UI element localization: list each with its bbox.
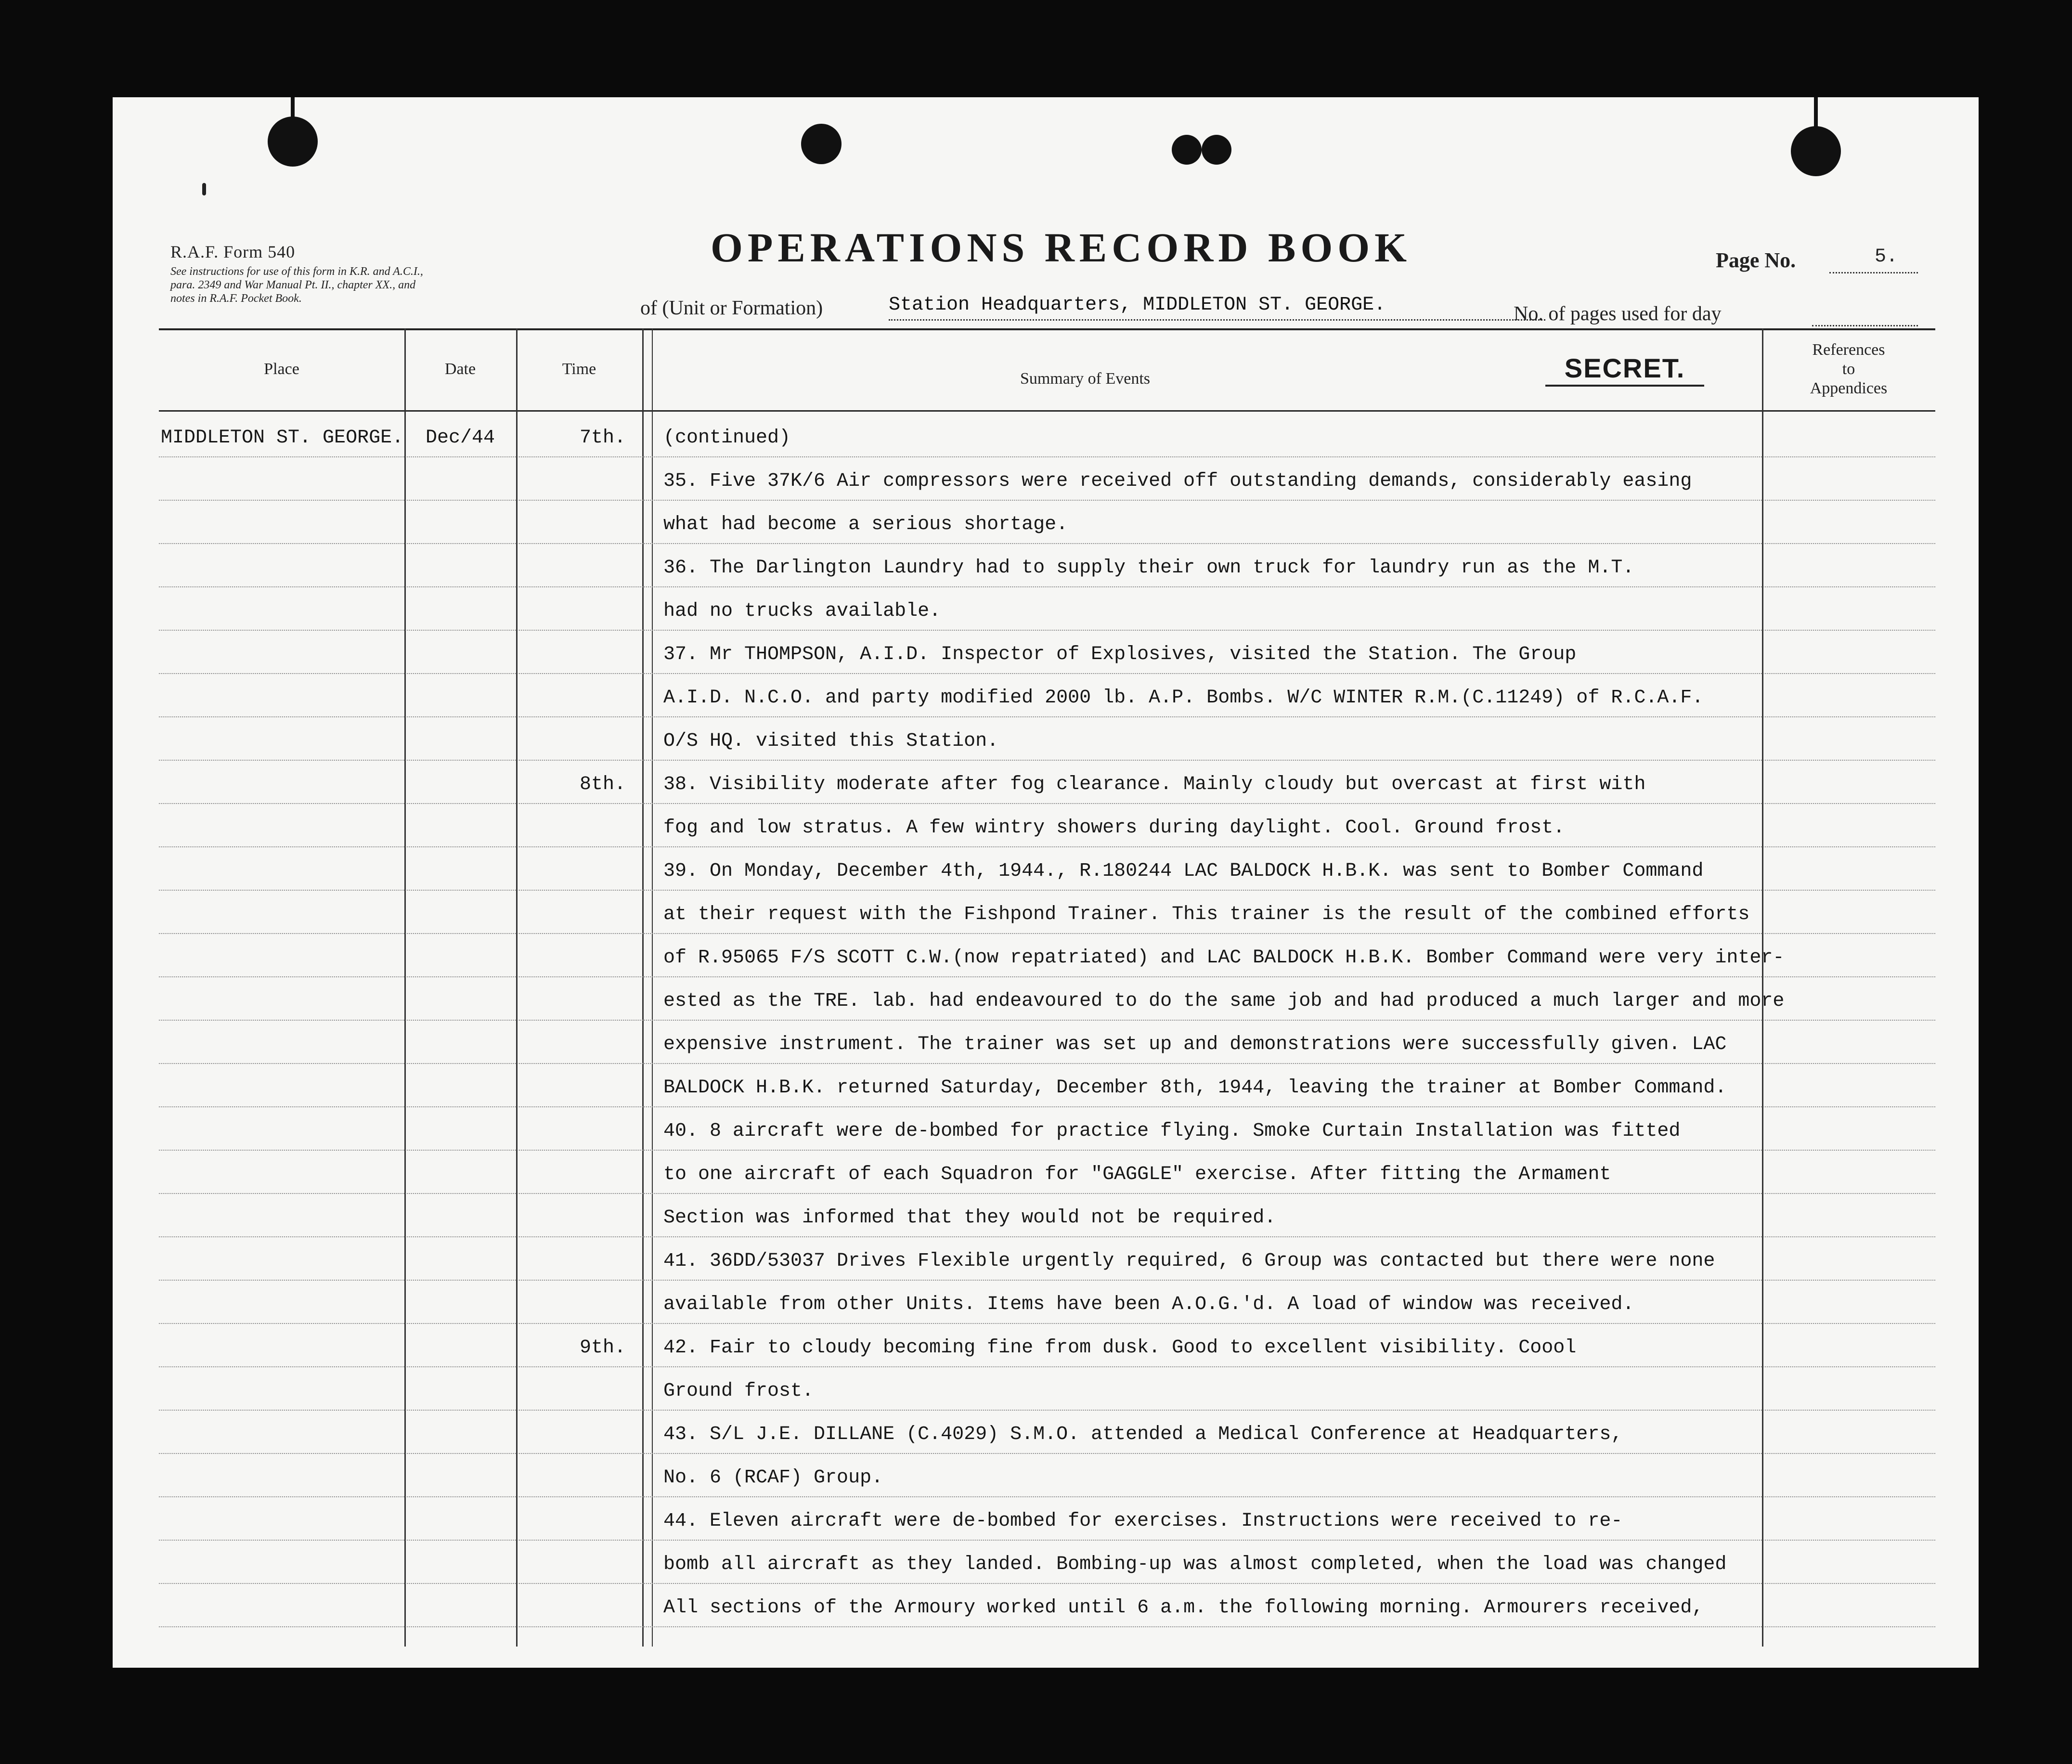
unit-dotted-line <box>889 319 1545 321</box>
summary-cell: BALDOCK H.B.K. returned Saturday, December 8th, 1944, leaving the trainer at Bomber Command. <box>663 1077 1727 1099</box>
page-number-value: 5. <box>1875 246 1898 268</box>
form-instructions-line: para. 2349 and War Manual Pt. II., chapter XX., and <box>170 279 416 291</box>
place-cell: MIDDLETON ST. GEORGE. <box>161 427 404 449</box>
table-row <box>159 1540 1935 1584</box>
table-row <box>159 413 1935 457</box>
table-row <box>159 1453 1935 1497</box>
table-row <box>159 1063 1935 1107</box>
table-row <box>159 500 1935 544</box>
time-cell: 8th. <box>579 774 626 795</box>
summary-cell: All sections of the Armoury worked until 6 a.m. the following morning. Armourers received, <box>663 1597 1704 1619</box>
table-row <box>159 1150 1935 1194</box>
secret-stamp: SECRET. <box>1545 352 1704 387</box>
pages-used-dotted-line <box>1812 325 1918 326</box>
punch-hole <box>268 117 318 167</box>
summary-cell: available from other Units. Items have been A.O.G.'d. A load of window was received. <box>663 1294 1634 1315</box>
table-row <box>159 1496 1935 1541</box>
ink-speck <box>202 183 206 195</box>
time-cell: 7th. <box>579 427 626 449</box>
form-sheet <box>113 97 1979 1668</box>
table-row <box>159 1323 1935 1367</box>
punch-hole <box>1172 135 1202 165</box>
summary-cell: expensive instrument. The trainer was set up and demonstrations were successfully given. LAC <box>663 1034 1727 1055</box>
form-instructions-line: See instructions for use of this form in K.R. and A.C.I., <box>170 265 423 278</box>
summary-cell: 44. Eleven aircraft were de-bombed for exercises. Instructions were received to re- <box>663 1510 1623 1532</box>
column-header-time: Time <box>562 360 596 378</box>
date-cell: Dec/44 <box>425 427 495 449</box>
summary-cell: 37. Mr THOMPSON, A.I.D. Inspector of Explosives, visited the Station. The Group <box>663 644 1577 665</box>
punch-hole <box>1791 126 1841 176</box>
table-row <box>159 760 1935 804</box>
punch-hole <box>1202 135 1231 165</box>
page-number-dotted-line <box>1829 272 1918 273</box>
column-header-date: Date <box>444 360 476 378</box>
summary-cell: A.I.D. N.C.O. and party modified 2000 lb. A.P. Bombs. W/C WINTER R.M.(C.11249) of R.C.A.F. <box>663 687 1704 709</box>
summary-cell: (continued) <box>663 427 791 449</box>
summary-cell: Ground frost. <box>663 1380 814 1402</box>
summary-cell: No. 6 (RCAF) Group. <box>663 1467 883 1489</box>
events-table <box>159 328 1935 1647</box>
page-number-field <box>1716 237 1918 275</box>
table-row <box>159 1106 1935 1151</box>
table-row <box>159 456 1935 501</box>
column-header-references <box>1762 328 1935 410</box>
table-row <box>159 1020 1935 1064</box>
table-row <box>159 933 1935 977</box>
form-instructions-line: notes in R.A.F. Pocket Book. <box>170 292 302 305</box>
summary-cell: 35. Five 37K/6 Air compressors were received off outstanding demands, considerably easing <box>663 470 1692 492</box>
form-instructions <box>170 265 604 305</box>
summary-cell: 36. The Darlington Laundry had to supply their own truck for laundry run as the M.T. <box>663 557 1634 579</box>
table-row <box>159 890 1935 934</box>
summary-cell: 41. 36DD/53037 Drives Flexible urgently required, 6 Group was contacted but there were none <box>663 1250 1715 1272</box>
summary-cell: 38. Visibility moderate after fog clearance. Mainly cloudy but overcast at first with <box>663 774 1646 795</box>
pages-used-label: No. of pages used for day <box>1514 303 1722 325</box>
table-row <box>159 803 1935 847</box>
summary-cell: fog and low stratus. A few wintry showers during daylight. Cool. Ground frost. <box>663 817 1565 839</box>
page-number-label: Page No. <box>1716 248 1796 272</box>
table-row <box>159 673 1935 717</box>
table-row <box>159 1193 1935 1237</box>
summary-cell: 39. On Monday, December 4th, 1944., R.180244 LAC BALDOCK H.B.K. was sent to Bomber Command <box>663 860 1704 882</box>
references-line: Appendices <box>1810 379 1888 397</box>
time-cell: 9th. <box>579 1337 626 1359</box>
table-row <box>159 976 1935 1021</box>
punch-hole <box>801 124 842 164</box>
summary-cell: O/S HQ. visited this Station. <box>663 730 999 752</box>
summary-cell: 42. Fair to cloudy becoming fine from dusk. Good to excellent visibility. Coool <box>663 1337 1577 1359</box>
table-row <box>159 716 1935 761</box>
column-header-summary: Summary of Events <box>1020 370 1151 388</box>
column-header-place: Place <box>264 360 299 378</box>
table-row <box>159 846 1935 891</box>
summary-cell: Section was informed that they would not be required. <box>663 1207 1276 1229</box>
references-line: References <box>1812 341 1885 359</box>
summary-cell: what had become a serious shortage. <box>663 514 1068 535</box>
table-row <box>159 1366 1935 1411</box>
unit-label: of (Unit or Formation) <box>640 297 823 319</box>
summary-cell: had no trucks available. <box>663 600 941 622</box>
summary-cell: at their request with the Fishpond Trainer. This trainer is the result of the combined efforts <box>663 904 1750 925</box>
table-row <box>159 1410 1935 1454</box>
summary-cell: of R.95065 F/S SCOTT C.W.(now repatriated) and LAC BALDOCK H.B.K. Bomber Command were very inter- <box>663 947 1785 969</box>
references-line: to <box>1842 360 1855 378</box>
summary-cell: 40. 8 aircraft were de-bombed for practice flying. Smoke Curtain Installation was fitted <box>663 1120 1681 1142</box>
unit-line <box>640 288 1545 323</box>
table-row <box>159 630 1935 674</box>
table-row <box>159 1280 1935 1324</box>
unit-value: Station Headquarters, MIDDLETON ST. GEORGE. <box>889 294 1386 316</box>
page-title: OPERATIONS RECORD BOOK <box>711 224 1412 271</box>
table-row <box>159 586 1935 631</box>
summary-cell: bomb all aircraft as they landed. Bombing-up was almost completed, when the load was changed <box>663 1554 1727 1575</box>
table-row <box>159 543 1935 587</box>
form-number: R.A.F. Form 540 <box>170 242 296 261</box>
table-row <box>159 1236 1935 1281</box>
form-identifier <box>170 242 604 305</box>
table-row <box>159 1583 1935 1627</box>
summary-cell: to one aircraft of each Squadron for "GAGGLE" exercise. After fitting the Armament <box>663 1164 1611 1185</box>
summary-cell: 43. S/L J.E. DILLANE (C.4029) S.M.O. attended a Medical Conference at Headquarters, <box>663 1424 1623 1445</box>
pages-used-field <box>1514 294 1918 328</box>
summary-cell: ested as the TRE. lab. had endeavoured to do the same job and had produced a much larger and more <box>663 990 1785 1012</box>
